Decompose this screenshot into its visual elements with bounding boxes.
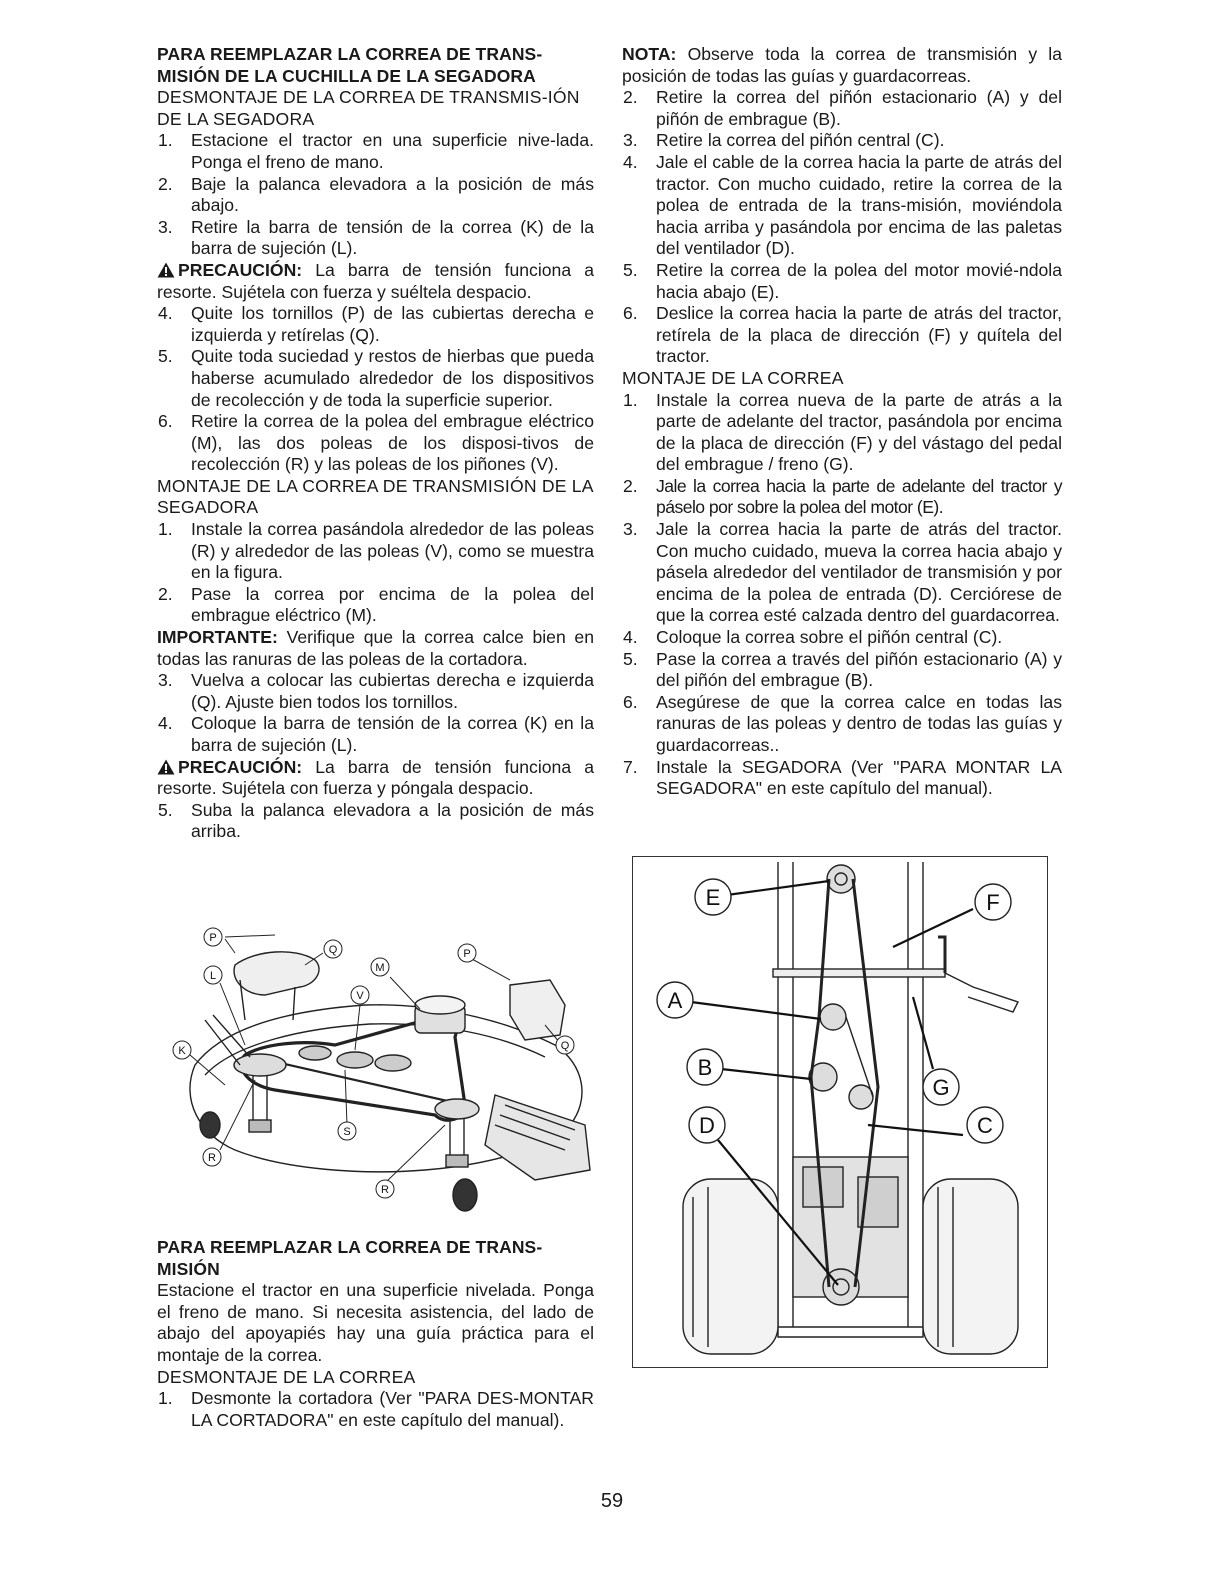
warning-icon [157, 759, 175, 775]
section-heading-drive-belt: PARA REEMPLAZAR LA CORREA DE TRANS-MISIÓN [157, 1237, 543, 1279]
svg-text:Q: Q [560, 1040, 570, 1052]
figure-label [923, 1069, 959, 1105]
list-item: 7. Instale la SEGADORA (Ver "PARA MONTAR LA SEGADORA" en este capítulo del manual). [623, 756, 1062, 799]
right-column [622, 44, 1062, 800]
list-item: 1. Desmonte la cortadora (Ver "PARA DES-MONTAR LA CORTADORA" en este capítulo del manual). [158, 1388, 594, 1430]
steps-remove-blade-belt-a [157, 130, 594, 260]
list-item: 2. Jale la correa hacia la parte de adelante del tractor y páselo por sobre la polea del motor (E). [623, 475, 1062, 518]
steps-remove-drive-belt-b [622, 87, 1062, 368]
svg-text:Q: Q [328, 944, 338, 956]
note: NOTA: Observe toda la correa de transmisión y la posición de todas las guías y guardacorreas. [622, 44, 1063, 86]
left-column [157, 44, 594, 843]
list-item: 5. Suba la palanca elevadora a la posición de más arriba. [158, 799, 594, 842]
subheading-remove-blade-belt: DESMONTAJE DE LA CORREA DE TRANSMIS-IÓN DE LA SEGADORA [157, 87, 580, 129]
figure-label [975, 884, 1011, 920]
figure-label [689, 1107, 725, 1143]
list-item: 1. Instale la correa pasándola alrededor de las poleas (R) y alrededor de las poleas (V), como se muestra en la figura. [158, 519, 594, 583]
figure-label [695, 879, 731, 915]
intro-paragraph: Estacione el tractor en una superficie nivelada. Ponga el freno de mano. Si necesita asistencia, del lado de abajo del apoyapiés hay una guía práctica para el montaje de la correa. [157, 1280, 594, 1365]
steps-install-blade-belt-a [157, 519, 594, 627]
list-item: 6. Retire la correa de la polea del embrague eléctrico (M), las dos poleas de los disposi-tivos de recolección (R) y las poleas de los piñones (V). [158, 411, 594, 475]
figure-label [458, 944, 476, 962]
list-item: 4. Quite los tornillos (P) de las cubiertas derecha e izquierda y retírelas (Q). [158, 303, 594, 345]
figure-label [657, 982, 693, 1018]
list-item: 2. Baje la palanca elevadora a la posición de más abajo. [158, 173, 594, 216]
mower-deck-diagram [165, 925, 595, 1215]
svg-text:R: R [381, 1184, 389, 1196]
list-item: 3. Retire la correa del piñón central (C). [623, 130, 945, 151]
list-item: 1. Instale la correa nueva de la parte de atrás a la parte de adelante del tractor, pasándola por encima de la placa de dirección (F) y del vástago del pedal del embrague / freno (G). [623, 389, 1062, 475]
subheading-install-blade-belt: MONTAJE DE LA CORREA DE TRANSMISIÓN DE LA SEGADORA [157, 475, 593, 518]
svg-text:P: P [209, 932, 217, 944]
caution-note-2: PRECAUCIÓN: La barra de tensión funciona a resorte. Sujétela con fuerza y póngala despacio. [157, 756, 595, 799]
list-item: 2. Pase la correa por encima de la polea del embrague eléctrico (M). [158, 583, 594, 626]
svg-text:D: D [699, 1113, 715, 1138]
subheading-install-belt: MONTAJE DE LA CORREA [622, 367, 844, 388]
warning-icon [157, 262, 175, 278]
figure-label [173, 1041, 191, 1059]
steps-remove-drive-belt-a [157, 1388, 594, 1431]
list-item: 5. Pase la correa a través del piñón estacionario (A) y del piñón del embrague (B). [623, 648, 1062, 691]
list-item: 6. Asegúrese de que la correa calce en todas las ranuras de las poleas y dentro de todas las guías y guardacorreas.. [623, 691, 1062, 755]
list-item: 1. Estacione el tractor en una superficie nive-lada. Ponga el freno de mano. [158, 130, 594, 172]
svg-text:S: S [343, 1126, 351, 1138]
figure-label [324, 940, 342, 958]
svg-text:E: E [705, 885, 721, 910]
left-bottom-section [157, 1237, 594, 1431]
figure-label [376, 1180, 394, 1198]
svg-text:V: V [356, 990, 364, 1002]
svg-text:C: C [977, 1113, 993, 1138]
list-item: 4. Coloque la correa sobre el piñón central (C). [623, 627, 1003, 648]
steps-install-blade-belt-b [157, 670, 594, 756]
tractor-belt-diagram [632, 856, 1048, 1368]
steps-install-blade-belt-c [157, 800, 594, 843]
svg-text:L: L [209, 970, 217, 982]
list-item: 6. Deslice la correa hacia la parte de atrás del tractor, retírela de la placa de dirección (F) y quítela del tractor. [623, 303, 1062, 367]
list-item: 3. Vuelva a colocar las cubiertas derecha e izquierda (Q). Ajuste bien todos los tornillos. [158, 670, 594, 712]
list-item: 4. Jale el cable de la correa hacia la parte de atrás del tractor. Con mucho cuidado, retire la correa de la polea de entrada de la trans-misión, moviéndola hacia arriba y pasándola por encima de las paletas del ventilador (D). [623, 151, 1062, 259]
figure-label [687, 1049, 723, 1085]
figure-label [204, 928, 222, 946]
svg-text:P: P [463, 948, 471, 960]
figure-label [204, 966, 222, 984]
list-item: 2. Retire la correa del piñón estacionario (A) y del piñón de embrague (B). [623, 87, 1062, 129]
list-item: 3. Retire la barra de tensión de la correa (K) de la barra de sujeción (L). [158, 216, 594, 259]
page-number: 59 [600, 1490, 624, 1512]
figure-label [967, 1107, 1003, 1143]
svg-text:B: B [697, 1055, 713, 1080]
subheading-remove-belt: DESMONTAJE DE LA CORREA [157, 1366, 416, 1387]
important-note: IMPORTANTE: Verifique que la correa calce bien en todas las ranuras de las poleas de la cortadora. [157, 627, 595, 669]
svg-text:M: M [375, 962, 385, 974]
svg-text:R: R [208, 1152, 216, 1164]
svg-text:F: F [986, 890, 1000, 915]
caution-note-1: PRECAUCIÓN: La barra de tensión funciona a resorte. Sujétela con fuerza y suéltela despacio. [157, 259, 595, 302]
svg-text:A: A [667, 988, 683, 1013]
figure-label [338, 1122, 356, 1140]
svg-text:K: K [178, 1045, 186, 1057]
figure-label [556, 1036, 574, 1054]
figure-label [351, 986, 369, 1004]
figure-label [203, 1148, 221, 1166]
section-heading-blade-belt: PARA REEMPLAZAR LA CORREA DE TRANS-MISIÓN DE LA CUCHILLA DE LA SEGADORA [157, 44, 543, 86]
steps-remove-blade-belt-b [157, 303, 594, 476]
steps-install-drive-belt [622, 390, 1062, 800]
list-item: 3. Jale la correa hacia la parte de atrás del tractor. Con mucho cuidado, mueva la correa hacia abajo y pásela alrededor del ventilador de transmisión y por encima de la polea de entrada (D). Cerciórese de que la correa esté calzada dentro del guardacorrea. [623, 519, 1062, 626]
svg-text:G: G [932, 1075, 950, 1100]
list-item: 5. Retire la correa de la polea del motor movié-ndola hacia abajo (E). [623, 259, 1062, 302]
list-item: 4. Coloque la barra de tensión de la correa (K) en la barra de sujeción (L). [158, 713, 594, 755]
figure-label [371, 958, 389, 976]
list-item: 5. Quite toda suciedad y restos de hierbas que pueda haberse acumulado alrededor de los dispositivos de recolección y de toda la superficie superior. [158, 346, 594, 410]
